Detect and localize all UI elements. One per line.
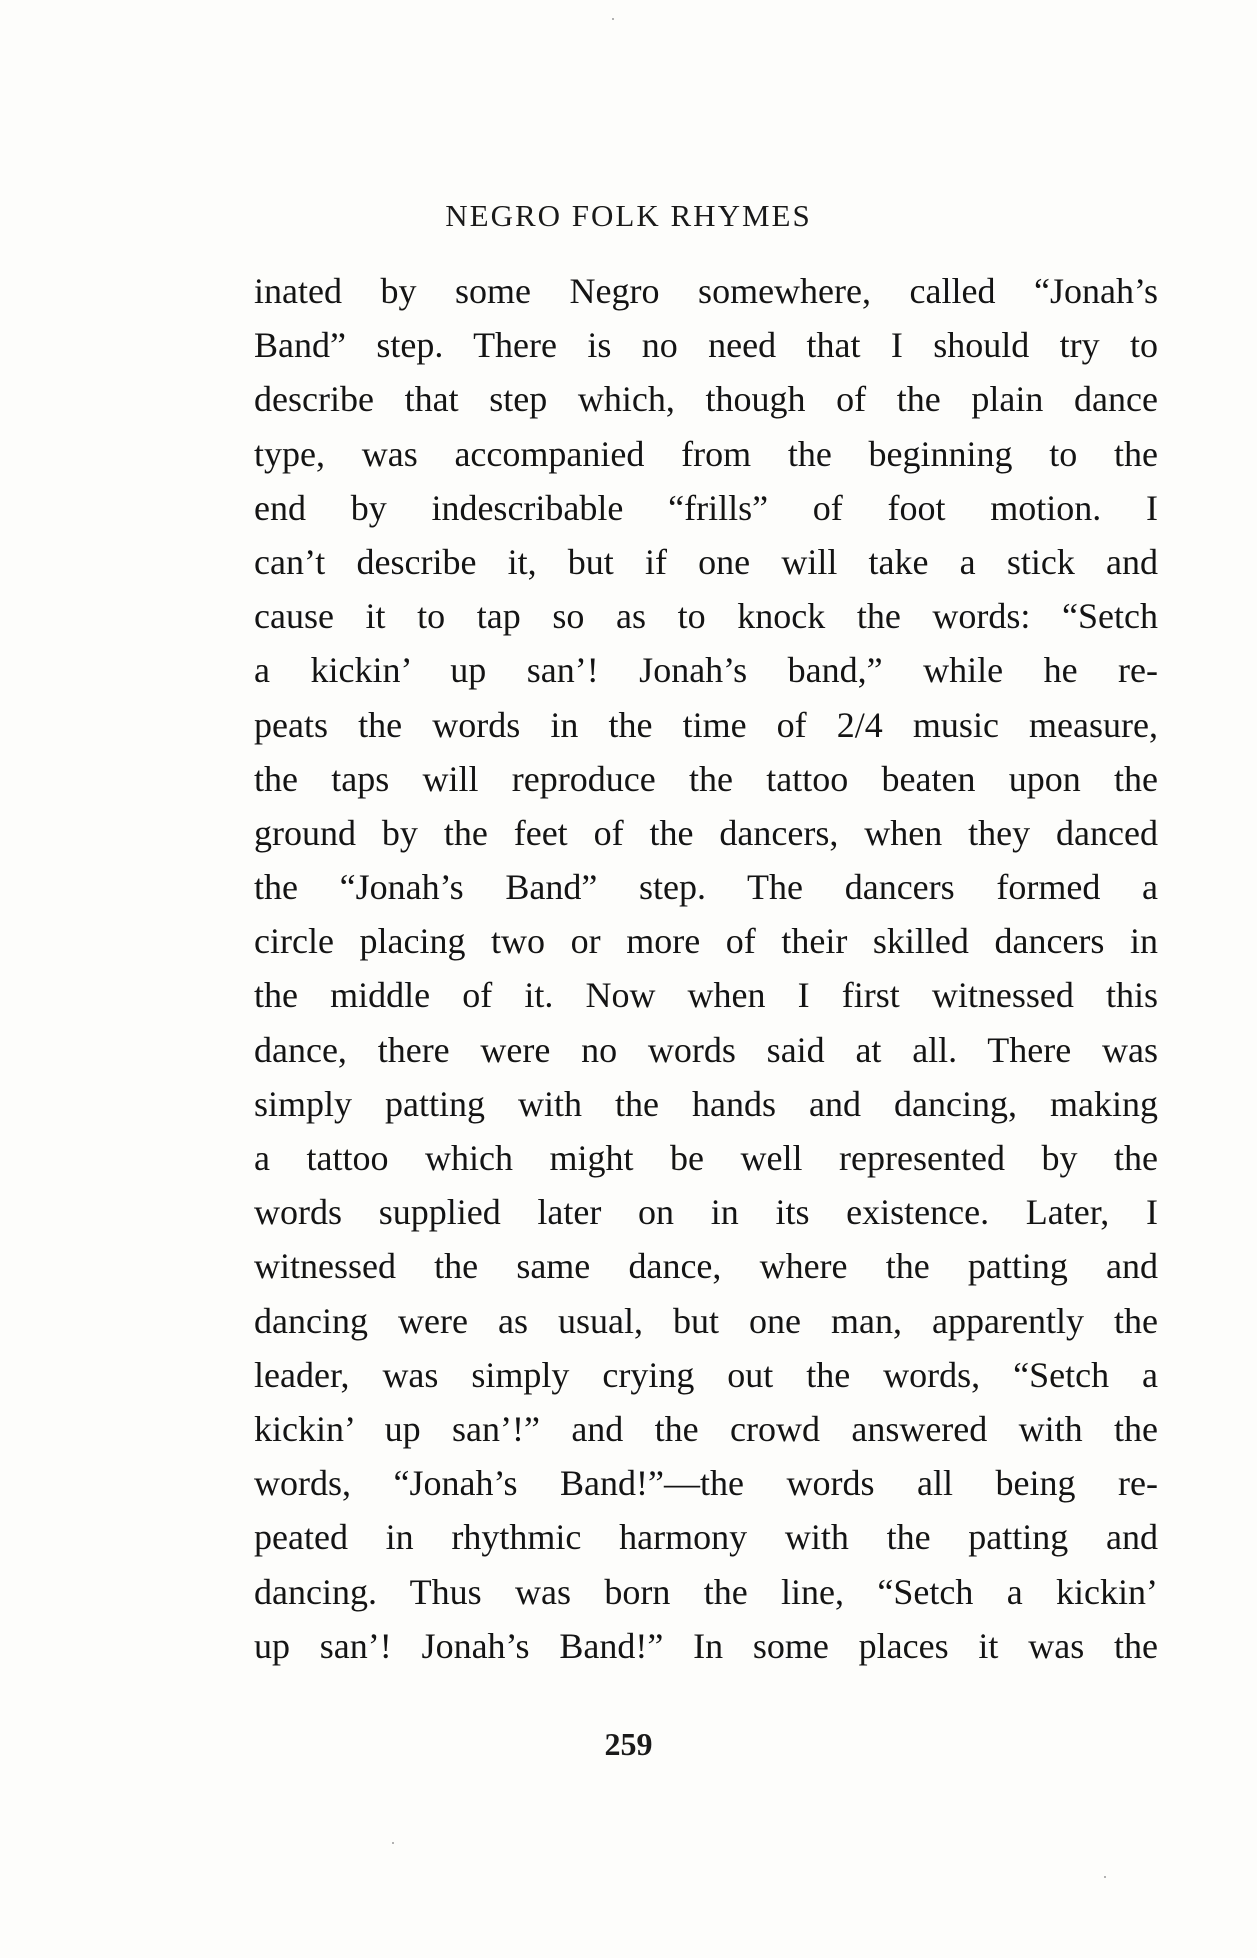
text-line: describe that step which, though of the plain dance — [254, 379, 1158, 420]
text-line: words supplied later on in its existence. Later, I — [254, 1192, 1158, 1233]
text-line: type, was accompanied from the beginning to the — [254, 433, 1158, 474]
text-line: the middle of it. Now when I first witnessed this — [254, 975, 1158, 1016]
paper-speck — [392, 1842, 394, 1844]
text-line: can’t describe it, but if one will take a stick and — [254, 541, 1158, 582]
text-line: simply patting with the hands and dancing, making — [254, 1083, 1158, 1124]
text-line: dance, there were no words said at all. There was — [254, 1029, 1158, 1070]
text-line: end by indescribable “frills” of foot motion. I — [254, 487, 1158, 528]
running-head: NEGRO FOLK RHYMES — [445, 198, 812, 233]
text-line: circle placing two or more of their skilled dancers in — [254, 921, 1158, 962]
body-text — [254, 264, 1158, 1673]
text-line: cause it to tap so as to knock the words: “Setch — [254, 596, 1158, 637]
text-line: peats the words in the time of 2/4 music measure, — [254, 704, 1158, 745]
text-line: the “Jonah’s Band” step. The dancers formed a — [254, 867, 1158, 908]
text-line: ground by the feet of the dancers, when they danced — [254, 812, 1158, 853]
page-number: 259 — [604, 1726, 653, 1762]
paper-speck — [612, 18, 614, 20]
text-line: dancing. Thus was born the line, “Setch a kickin’ — [254, 1571, 1158, 1612]
text-line: witnessed the same dance, where the patting and — [254, 1246, 1158, 1287]
text-line: dancing were as usual, but one man, apparently the — [254, 1300, 1158, 1341]
text-line: inated by some Negro somewhere, called “Jonah’s — [254, 271, 1158, 311]
text-line: kickin’ up san’!” and the crowd answered with the — [254, 1408, 1158, 1449]
paper-speck — [1104, 1876, 1106, 1878]
text-line: Band” step. There is no need that I should try to — [254, 325, 1158, 366]
text-line: up san’! Jonah’s Band!” In some places it was the — [254, 1625, 1158, 1666]
text-line: a kickin’ up san’! Jonah’s band,” while he re- — [254, 650, 1158, 691]
text-line: a tattoo which might be well represented by the — [254, 1138, 1158, 1178]
text-line: leader, was simply crying out the words, “Setch a — [254, 1354, 1158, 1395]
text-line: the taps will reproduce the tattoo beaten upon the — [254, 758, 1158, 799]
text-line: peated in rhythmic harmony with the patting and — [254, 1517, 1158, 1558]
text-line: words, “Jonah’s Band!”—the words all being re- — [254, 1463, 1158, 1504]
